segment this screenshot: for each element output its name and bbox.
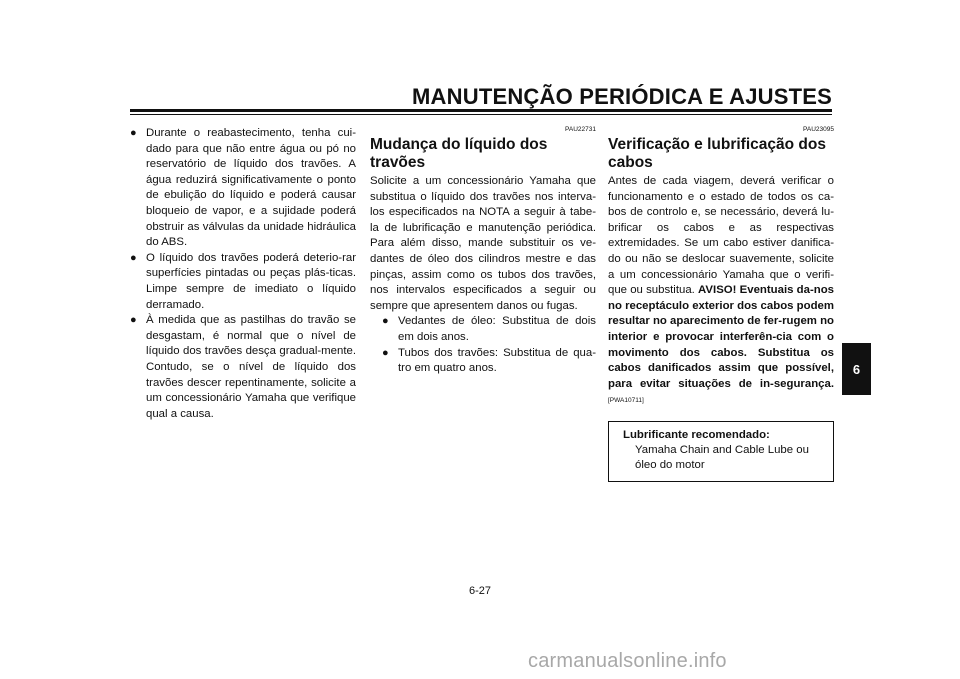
warning-code: [PWA10711]: [608, 397, 644, 405]
bullet-text: Vedantes de óleo: Substitua de dois em dois anos.: [398, 315, 596, 343]
bullet-item: [130, 251, 356, 313]
bullet-icon: ●: [382, 315, 389, 328]
page-title: MANUTENÇÃO PERIÓDICA E AJUSTES: [412, 84, 832, 109]
section-code: PAU23095: [803, 126, 834, 133]
header-rule-thick: [130, 109, 832, 112]
bullet-text: Durante o reabastecimento, tenha cui-dado para que não entre água ou pó no reservatório de líquido dos travões. A água reduzirá significativamente o ponto de ebulição do líquido e poderá causar bloqueio de vapor, e a sujidade poderá obstruir as válvulas da unidade hidráulica do ABS.: [146, 127, 356, 249]
section-body: Solicite a um concessionário Yamaha que substitua o líquido dos travões nos interva-los especificados na NOTA a seguir à tabe-la de lubrificação e manutenção periódica. Para além disso, mande substituir os ve-dantes de óleo dos cilindros mestre e das pinças, assim como os tubos dos travões, nos intervalos especificados a seguir ou sempre que apresentem danos ou fugas.: [370, 175, 596, 312]
bullet-icon: ●: [130, 314, 137, 327]
page-number: 6-27: [468, 585, 492, 597]
body-text: Antes de cada viagem, deverá verificar o funcionamento e o estado de todos os ca-bos de controlo e, se necessário, deverá lu-brificar os cabos e as respectivas extremidades. Se um cabo estiver danifica-do ou não se deslocar suavemente, solicite a um concessionário Yamaha que o verifi-que ou substitua.: [608, 175, 834, 297]
section-body: [608, 174, 834, 409]
section-title: Mudança do líquido dos travões: [370, 136, 548, 171]
lubricant-title: Lubrificante recomendado:: [623, 428, 770, 441]
bullet-item: [382, 314, 596, 345]
bullet-text: O líquido dos travões poderá deterio-rar superfícies pintadas ou peças plás-ticas. Limpe sempre de imediato o líquido derramado.: [146, 251, 356, 311]
lubricant-line: óleo do motor: [635, 458, 705, 471]
bullet-item: [130, 126, 356, 251]
bullet-icon: ●: [130, 251, 137, 264]
left-column: [130, 126, 356, 422]
warning-text: AVISO! Eventuais da-nos no receptáculo exterior dos cabos podem resultar no aparecimento de fer-rugem no interior e provocar interferên-cia com o movimento dos cabos. Substitua os cabos danificados assim que possível, para evitar situações de in-segurança.: [608, 284, 834, 390]
bullet-icon: ●: [130, 127, 137, 139]
bullet-item: [130, 313, 356, 422]
right-column: [608, 126, 834, 482]
header-rule-thin: [130, 114, 832, 115]
section-code: PAU22731: [565, 126, 596, 133]
bullet-text: À medida que as pastilhas do travão se desgastam, é normal que o nível de líquido dos travões desça gradual-mente. Contudo, se o nível de líquido dos travões descer repentinamente, solicite a um concessionário Yamaha que verifique qual a causa.: [146, 314, 356, 420]
bullet-text: Tubos dos travões: Substitua de qua-tro em quatro anos.: [398, 346, 596, 375]
watermark: carmanualsonline.info: [528, 650, 727, 672]
bullet-item: [382, 346, 596, 377]
middle-column: [370, 126, 596, 377]
chapter-tab: 6: [842, 343, 871, 395]
lubricant-box: [608, 421, 834, 482]
bullet-icon: ●: [382, 346, 389, 359]
lubricant-line: Yamaha Chain and Cable Lube ou: [635, 443, 809, 456]
section-title: Verificação e lubrificação dos cabos: [608, 136, 826, 171]
